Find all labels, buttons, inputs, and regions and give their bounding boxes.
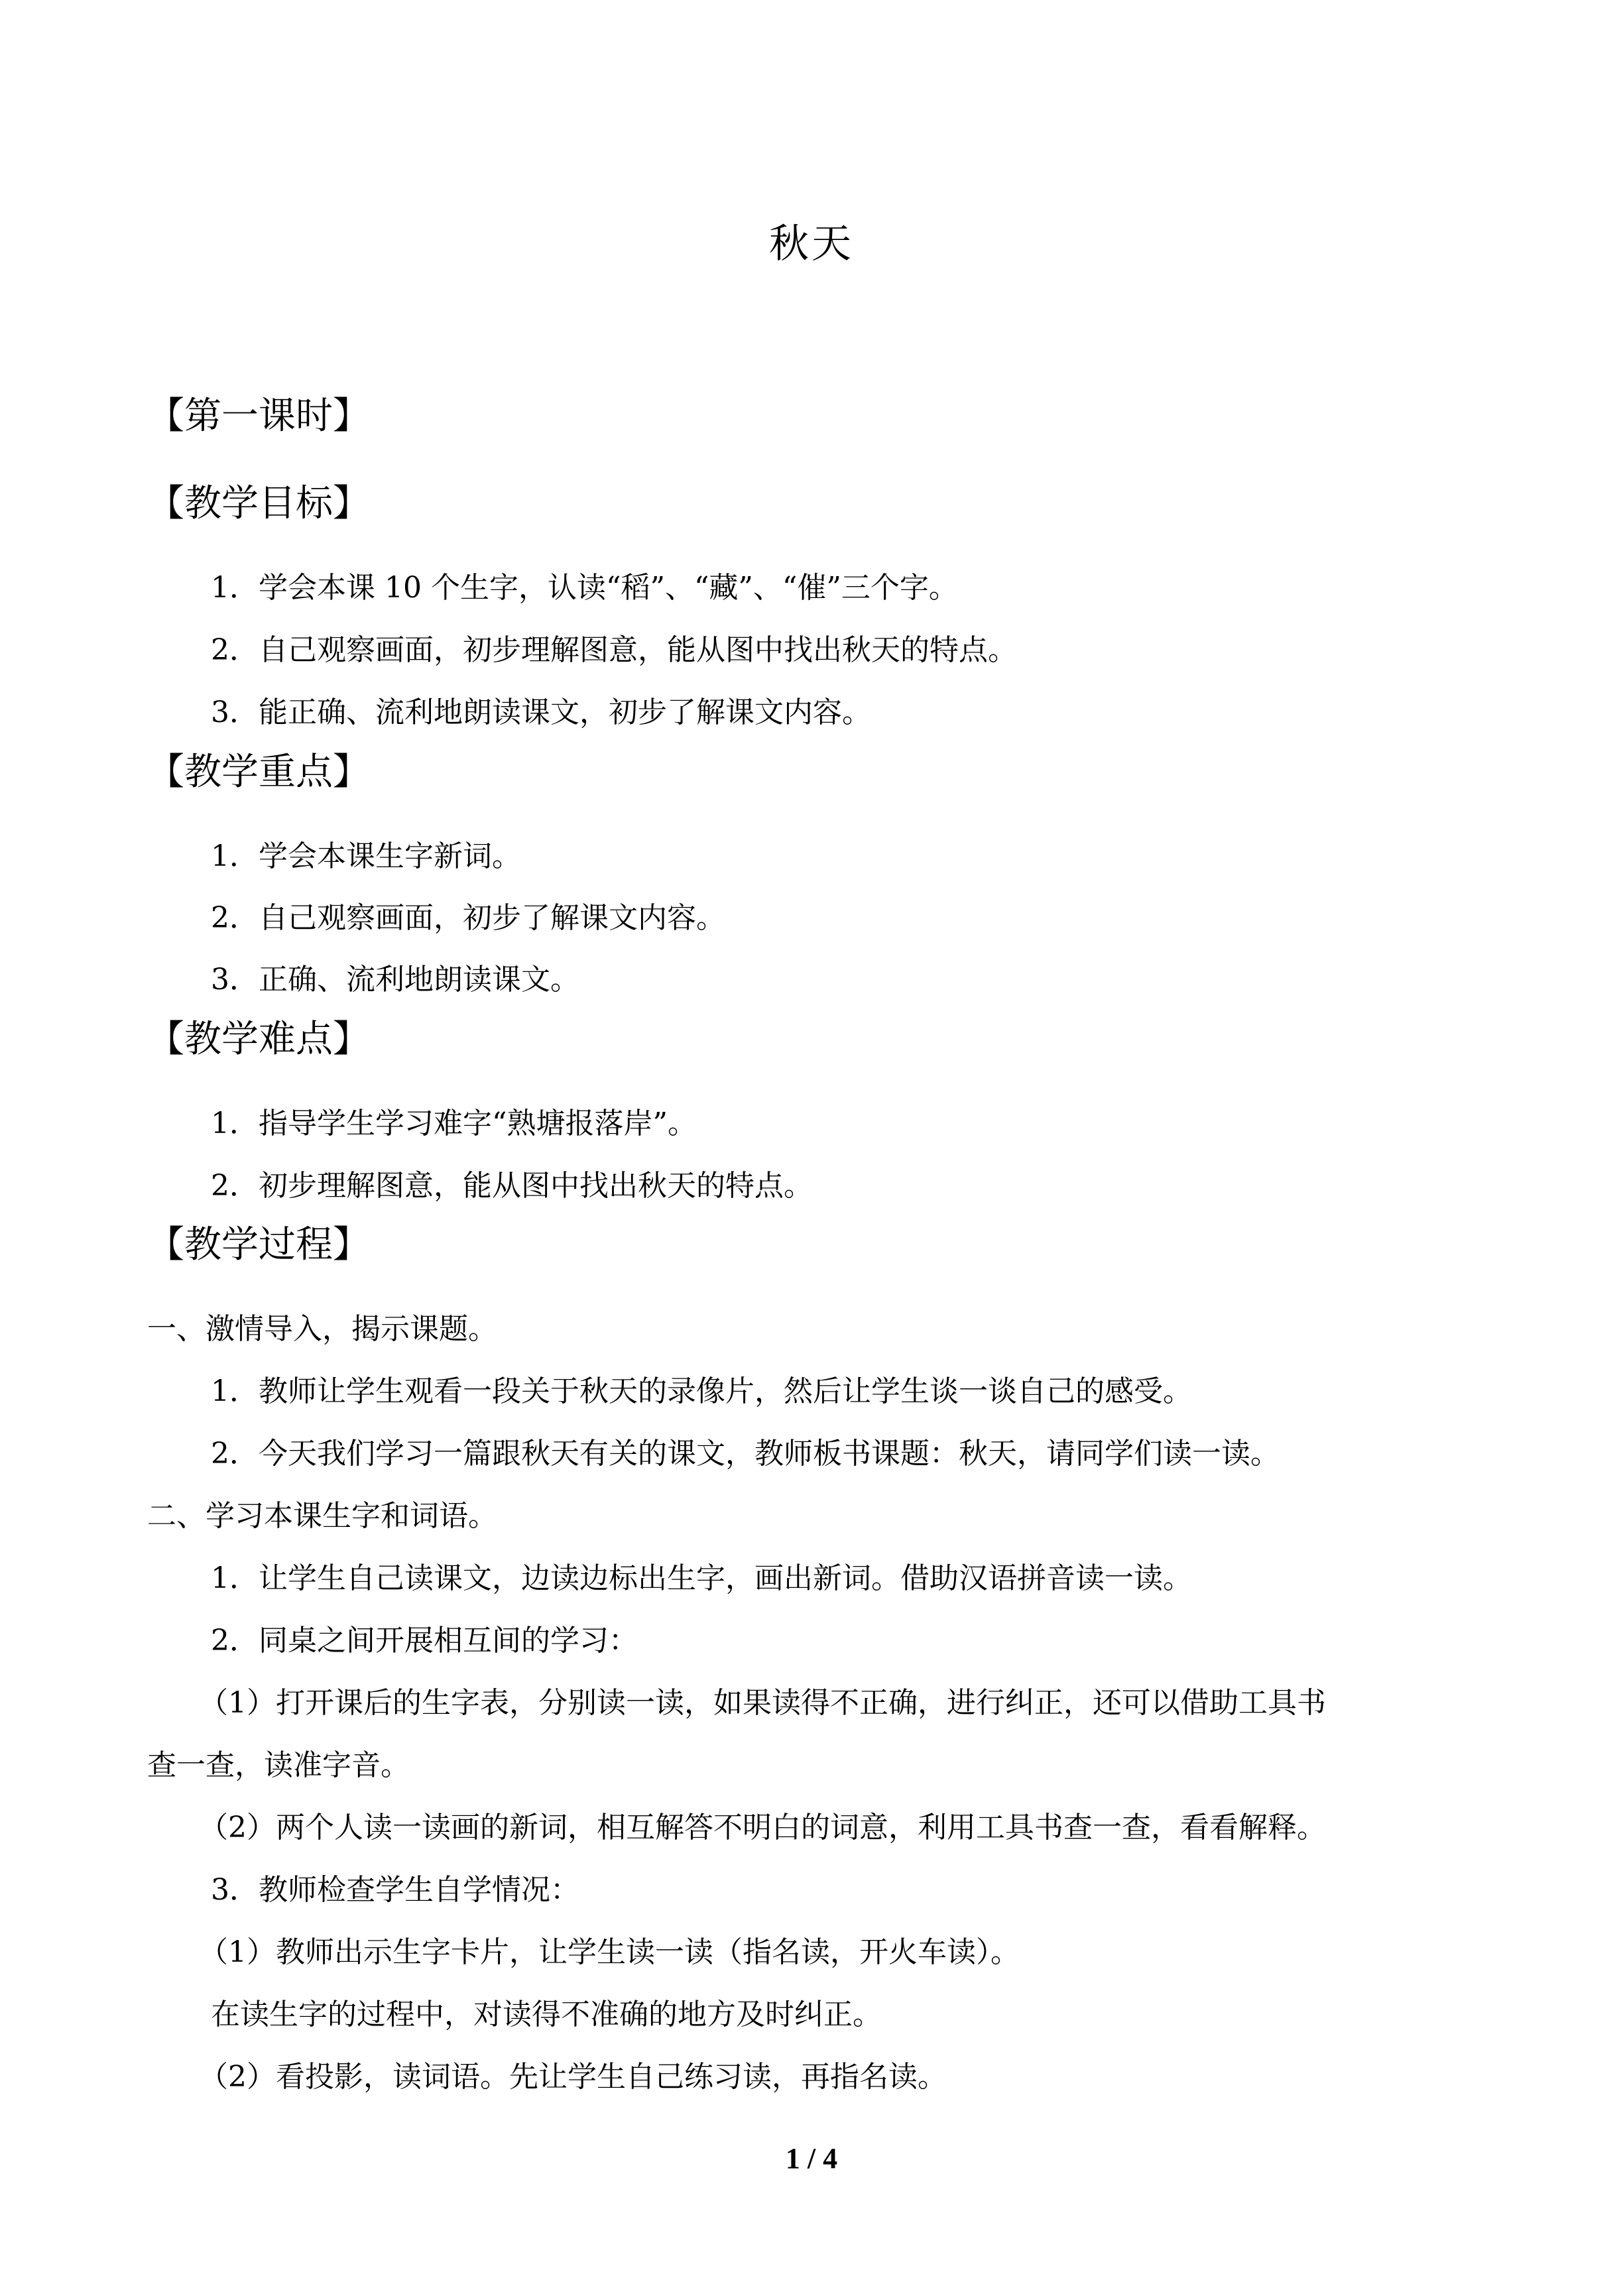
key-point-item-2: 2．自己观察画面，初步了解课文内容。: [211, 901, 725, 935]
process-step-1-item-1: 1．教师让学生观看一段关于秋天的录像片，然后让学生谈一谈自己的感受。: [211, 1374, 1192, 1408]
process-step-2-subitem-3: （1）教师出示生字卡片，让学生读一读（指名读，开火车读）。: [199, 1935, 1020, 1969]
key-point-item-3: 3．正确、流利地朗读课文。: [211, 963, 579, 997]
goal-item-1: 1．学会本课 10 个生字，认读“稻”、“藏”、“催”三个字。: [211, 571, 958, 605]
page-title: 秋天: [769, 221, 854, 267]
process-step-2-subitem-2: （2）两个人读一读画的新词，相互解答不明白的词意，利用工具书查一查，看看解释。: [199, 1811, 1326, 1844]
heading-process: 【教学过程】: [147, 1223, 370, 1266]
difficulty-item-1: 1．指导学生学习难字“熟塘报落岸”。: [211, 1107, 697, 1140]
process-step-2-item-1: 1．让学生自己读课文，边读边标出生字，画出新词。借助汉语拼音读一读。: [211, 1561, 1192, 1595]
process-step-2-subitem-1: （1）打开课后的生字表，分别读一读，如果读得不正确，进行纠正，还可以借助工具书: [199, 1686, 1326, 1720]
page-number: 1 / 4: [785, 2142, 838, 2175]
difficulty-item-2: 2．初步理解图意，能从图中找出秋天的特点。: [211, 1169, 813, 1203]
process-step-2-note: 在读生字的过程中，对读得不准确的地方及时纠正。: [211, 1998, 882, 2031]
goal-item-2: 2．自己观察画面，初步理解图意，能从图中找出秋天的特点。: [211, 633, 1017, 667]
process-step-1-item-2: 2．今天我们学习一篇跟秋天有关的课文，教师板书课题：秋天，请同学们读一读。: [211, 1437, 1280, 1471]
process-step-2-subitem-1-cont: 查一查，读准字音。: [147, 1748, 410, 1782]
goal-item-3: 3．能正确、流利地朗读课文，初步了解课文内容。: [211, 695, 871, 729]
heading-lesson: 【第一课时】: [147, 394, 370, 438]
key-point-item-1: 1．学会本课生字新词。: [211, 839, 521, 873]
heading-goals: 【教学目标】: [147, 482, 370, 525]
heading-key-points: 【教学重点】: [147, 751, 370, 794]
process-step-1: 一、激情导入，揭示课题。: [147, 1312, 497, 1346]
process-step-2-subitem-4: （2）看投影，读词语。先让学生自己练习读，再指名读。: [199, 2060, 947, 2094]
process-step-2-item-3: 3．教师检查学生自学情况：: [211, 1873, 579, 1907]
heading-difficulties: 【教学难点】: [147, 1018, 370, 1061]
process-step-2-item-2: 2．同桌之间开展相互间的学习：: [211, 1624, 638, 1658]
process-step-2: 二、学习本课生字和词语。: [147, 1499, 497, 1533]
